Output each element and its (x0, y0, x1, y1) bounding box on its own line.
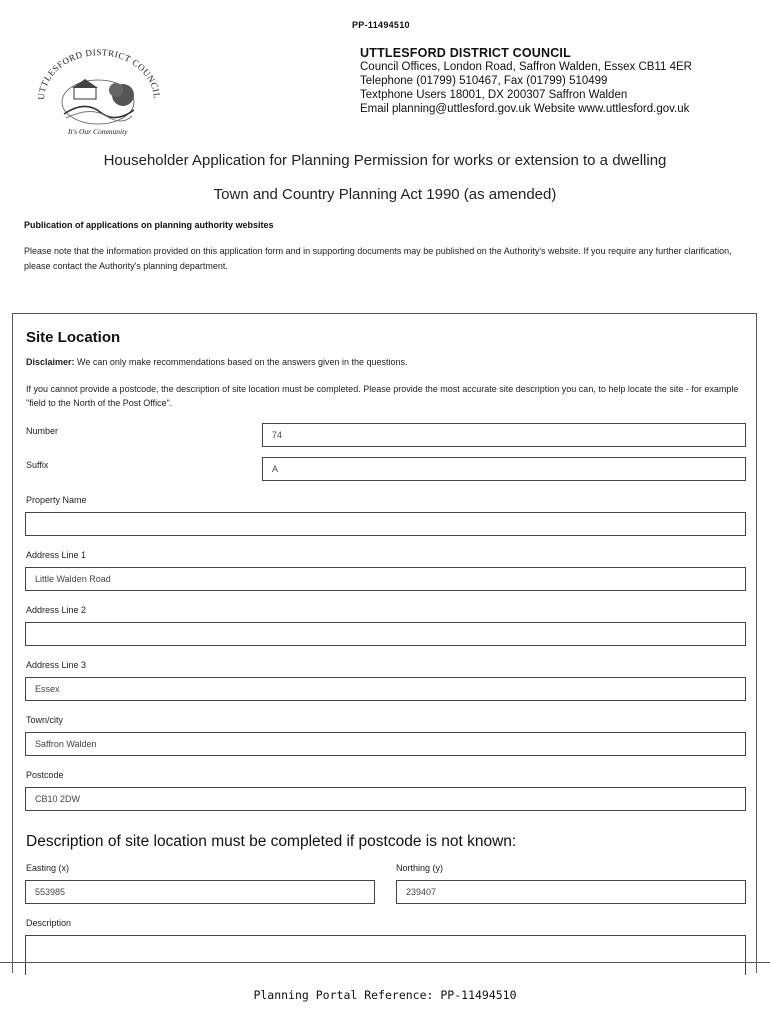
description-heading: Description of site location must be completed if postcode is not known: (26, 833, 517, 850)
disclaimer (26, 357, 408, 367)
northing-label: Northing (y) (396, 863, 444, 873)
postcode-field[interactable]: CB10 2DW (25, 787, 746, 811)
council-logo (30, 40, 165, 140)
easting-label: Easting (x) (26, 863, 70, 873)
page-divider (0, 962, 770, 963)
address-line-3-label: Address Line 3 (26, 660, 87, 670)
description-field[interactable] (25, 935, 746, 975)
council-contact-block (360, 46, 692, 116)
easting-field[interactable]: 553985 (25, 880, 375, 904)
logo-ring-text: UTTLESFORD DISTRICT COUNCIL (35, 47, 163, 101)
disclaimer-label: Disclaimer: (26, 357, 75, 367)
address-line-1-label: Address Line 1 (26, 550, 87, 560)
town-city-label: Town/city (26, 715, 64, 725)
reference-number-top: PP-11494510 (352, 20, 410, 30)
council-name: UTTLESFORD DISTRICT COUNCIL (360, 46, 571, 60)
address-line-1-field[interactable]: Little Walden Road (25, 567, 746, 591)
logo-tagline: It's Our Community (68, 127, 128, 136)
council-address: Council Offices, London Road, Saffron Walden, Essex CB11 4ER (360, 61, 692, 73)
number-label: Number (26, 426, 59, 436)
publication-text: Please note that the information provided on this application form and in supporting documents may be published on the Authority's website. If you require any further clarification, please contact the Authority's planning department. (24, 246, 732, 271)
form-title: Householder Application for Planning Permission for works or extension to a dwelling (103, 152, 667, 169)
address-line-2-field[interactable] (25, 622, 746, 646)
suffix-label: Suffix (26, 460, 49, 470)
address-line-3-field[interactable]: Essex (25, 677, 746, 701)
publication-heading: Publication of applications on planning authority websites (24, 220, 274, 230)
help-text: If you cannot provide a postcode, the description of site location must be completed. Please provide the most accurate site description you can, to help locate the site - for example "field to the North of the Post Office". (26, 384, 739, 408)
council-email-website: Email planning@uttlesford.gov.uk Website www.uttlesford.gov.uk (360, 103, 690, 115)
northing-field[interactable]: 239407 (396, 880, 746, 904)
section-title: Site Location (26, 329, 121, 346)
address-line-2-label: Address Line 2 (26, 605, 87, 615)
town-city-field[interactable]: Saffron Walden (25, 732, 746, 756)
number-field[interactable]: 74 (262, 423, 746, 447)
disclaimer-text: We can only make recommendations based on the answers given in the questions. (74, 357, 408, 367)
council-telephone: Telephone (01799) 510467, Fax (01799) 510499 (360, 75, 608, 87)
site-location-panel (12, 313, 757, 973)
property-name-field[interactable] (25, 512, 746, 536)
postcode-label: Postcode (26, 770, 64, 780)
council-textphone: Textphone Users 18001, DX 200307 Saffron Walden (360, 89, 628, 101)
planning-portal-reference: Planning Portal Reference: PP-11494510 (253, 988, 517, 1002)
property-name-label: Property Name (26, 495, 87, 505)
suffix-field[interactable]: A (262, 457, 746, 481)
svg-text:UTTLESFORD DISTRICT COUNCIL (36, 47, 162, 100)
form-act: Town and Country Planning Act 1990 (as amended) (213, 186, 557, 203)
description-label: Description (26, 918, 72, 928)
